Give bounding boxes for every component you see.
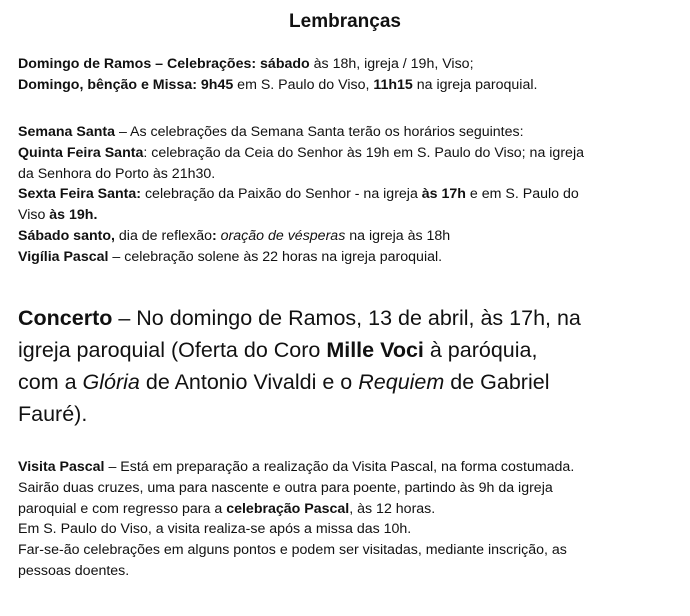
semana-line-6 — [18, 226, 683, 247]
visita-line-2 — [18, 478, 683, 499]
concerto-text: à paróquia, — [423, 338, 538, 362]
semana-line-5 — [18, 205, 683, 226]
ramos-text: na igreja paroquial. — [412, 76, 538, 93]
semana-italic: oração de vésperas — [220, 227, 346, 244]
visita-text: – Está em preparação a realização da Visita Pascal, na forma costumada. — [104, 459, 575, 475]
semana-colon: : — [211, 227, 217, 244]
semana-time: às 19h. — [49, 207, 98, 224]
sabado-santo-label: Sábado santo, — [18, 227, 115, 244]
visita-text: , às 12 horas. — [349, 500, 436, 517]
concerto-line-1 — [18, 302, 683, 334]
semana-line-7 — [18, 247, 683, 268]
concerto-text: de Antonio Vivaldi e o — [139, 370, 359, 394]
visita-text: pessoas doentes. — [18, 562, 130, 579]
visita-text: Sairão duas cruzes, uma para nascente e outra para poente, partindo às 9h da igreja — [18, 479, 553, 496]
semana-text: – celebração solene às 22 horas na igreja paroquial. — [108, 248, 443, 265]
ramos-line-1 — [18, 54, 683, 75]
visita-text: paroquial e com regresso para a — [18, 500, 227, 517]
semana-text: – As celebrações da Semana Santa terão os horários seguintes: — [115, 124, 524, 140]
semana-line-4 — [18, 184, 683, 205]
semana-text: dia de reflexão — [114, 227, 212, 244]
visita-line-5 — [18, 540, 683, 561]
semana-text: na igreja às 18h — [345, 227, 451, 244]
visita-text: Far-se-ão celebrações em alguns pontos e podem ser visitadas, mediante inscrição, as — [18, 542, 567, 559]
vigilia-pascal-label: Vigília Pascal — [18, 248, 109, 265]
concerto-line-4 — [18, 398, 683, 430]
ramos-missa-label: Domingo, bênção e Missa: 9h45 — [18, 76, 234, 93]
semana-text: : celebração da Ceia do Senhor às 19h em S. Paulo do Viso; na igreja — [143, 144, 584, 161]
visita-line-4 — [18, 519, 683, 540]
semana-time: às 17h — [421, 186, 466, 203]
sexta-feira-label: Sexta Feira Santa: — [18, 186, 142, 203]
semana-text: e em S. Paulo do — [465, 186, 579, 203]
concerto-text: de Gabriel — [444, 370, 550, 394]
semana-line-1 — [18, 122, 683, 143]
semana-line-2 — [18, 143, 683, 164]
concerto-text: Fauré). — [18, 402, 88, 426]
concerto-heading: Concerto — [18, 306, 113, 330]
visita-text: Em S. Paulo do Viso, a visita realiza-se após a missa das 10h. — [18, 521, 412, 538]
semana-santa-paragraph — [18, 122, 683, 268]
concerto-text: com a — [18, 370, 83, 394]
semana-text: da Senhora do Porto às 21h30. — [18, 165, 216, 182]
ramos-line-2 — [18, 75, 683, 96]
choir-name: Mille Voci — [326, 338, 424, 362]
semana-text: Viso — [18, 207, 50, 224]
ramos-text: em S. Paulo do Viso, — [233, 76, 374, 93]
concerto-line-2 — [18, 334, 683, 366]
ramos-heading: Domingo de Ramos – Celebrações: sábado — [18, 56, 310, 72]
concerto-text: igreja paroquial (Oferta do Coro — [18, 338, 327, 362]
visita-heading: Visita Pascal — [18, 459, 105, 475]
visita-line-1 — [18, 457, 683, 478]
visita-line-6 — [18, 561, 683, 582]
page-title: Lembranças — [289, 11, 401, 32]
semana-line-3 — [18, 164, 683, 185]
quinta-feira-label: Quinta Feira Santa — [18, 144, 144, 161]
concerto-paragraph — [18, 302, 683, 430]
work-title: Requiem — [358, 370, 445, 394]
work-title: Glória — [82, 370, 140, 394]
visita-line-3 — [18, 499, 683, 520]
celebracao-pascal-label: celebração Pascal — [226, 500, 350, 517]
semana-heading: Semana Santa — [18, 124, 115, 140]
ramos-paragraph — [18, 54, 683, 96]
ramos-text: às 18h, igreja / 19h, Viso; — [309, 56, 474, 72]
concerto-line-3 — [18, 366, 683, 398]
visita-pascal-paragraph — [18, 457, 683, 582]
concerto-text: – No domingo de Ramos, 13 de abril, às 17h, na — [112, 306, 581, 330]
semana-text: celebração da Paixão do Senhor - na igreja — [141, 186, 422, 203]
ramos-time: 11h15 — [373, 76, 413, 93]
